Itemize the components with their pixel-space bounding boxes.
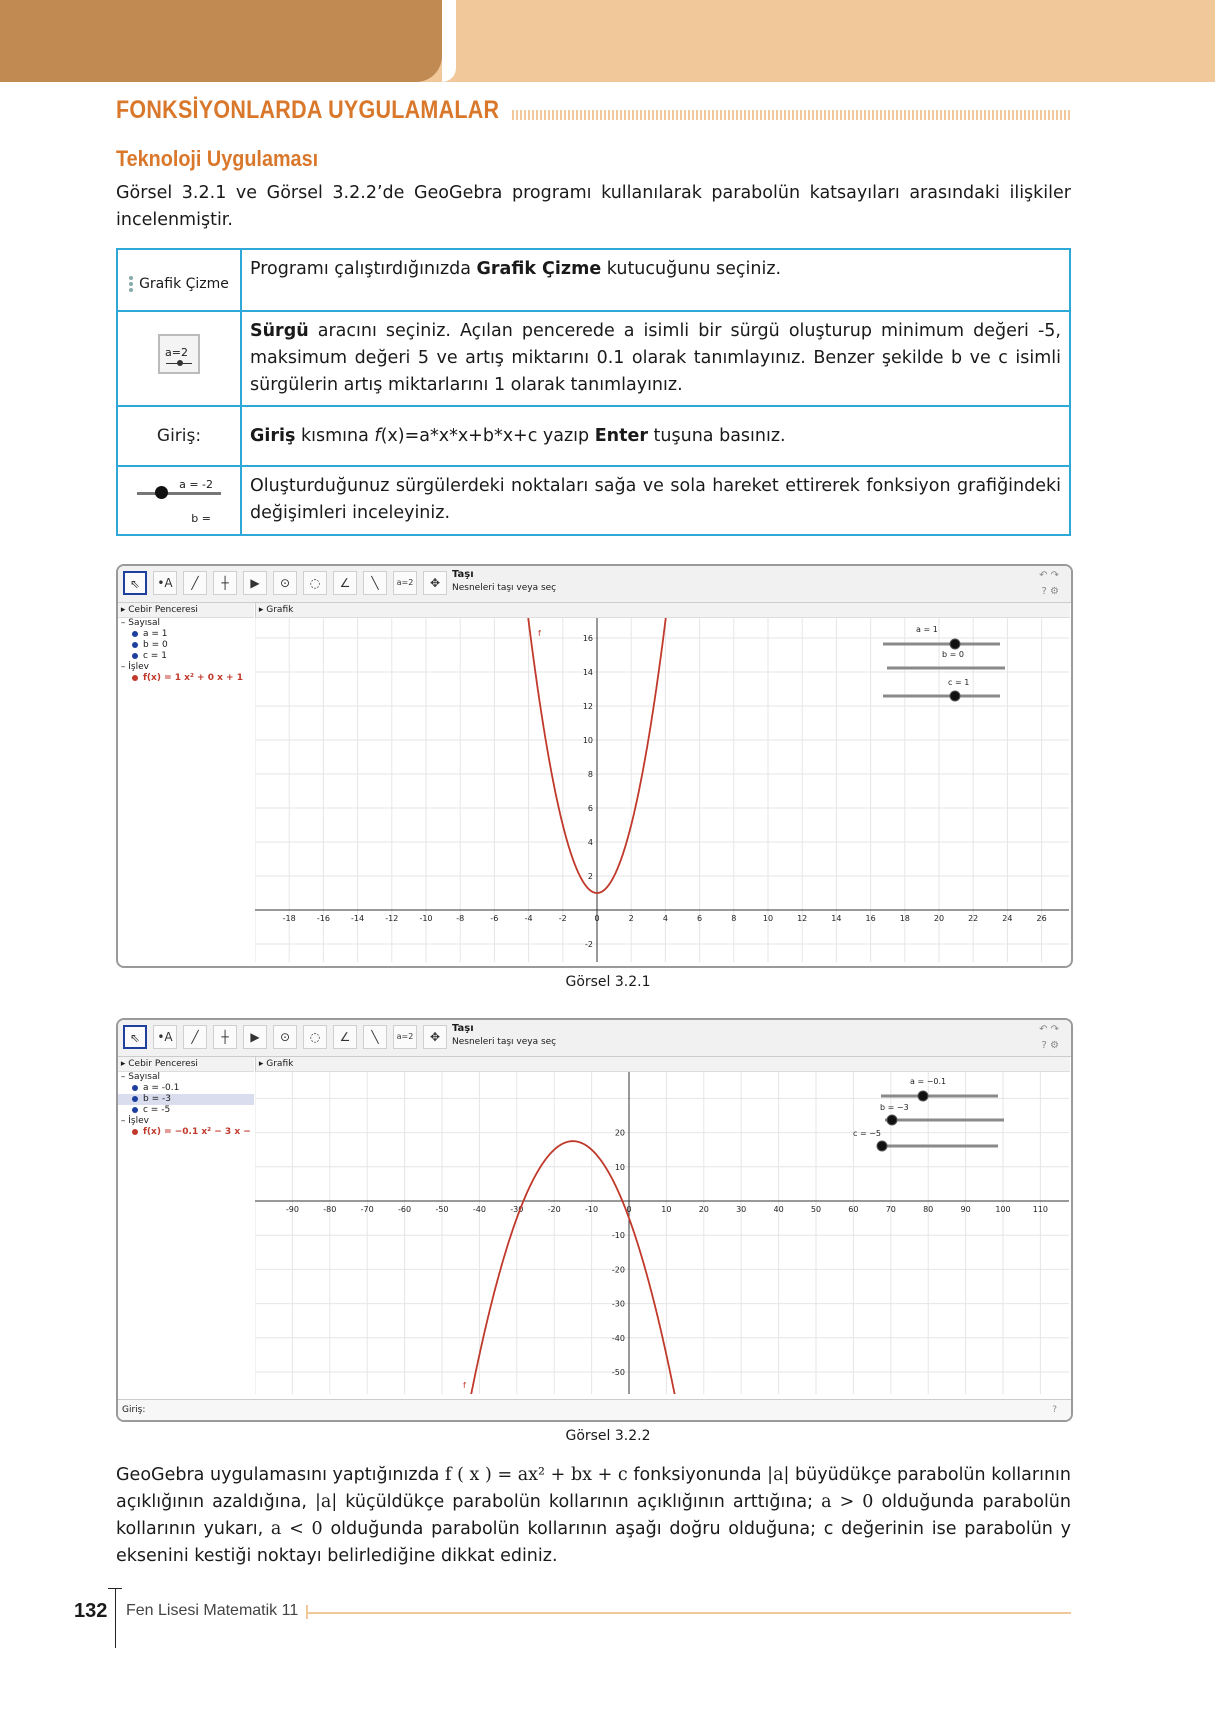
angle-icon[interactable]: ∠	[333, 1025, 357, 1049]
geogebra-toolbar	[118, 566, 1071, 603]
help-icon[interactable]: ?	[1052, 1405, 1057, 1415]
slider-tool-icon: a=2	[158, 334, 200, 374]
y-tick-label: 14	[582, 668, 593, 677]
input-bar-label: Giriş:	[122, 1405, 146, 1415]
y-tick-label: -2	[585, 940, 593, 949]
point-icon[interactable]: •A	[153, 571, 177, 595]
graphics-view-1[interactable]	[255, 618, 1069, 962]
x-tick-label: 22	[968, 914, 979, 923]
book-title: Fen Lisesi Matematik 11	[126, 1602, 299, 1619]
slider-label: b = −3	[880, 1103, 909, 1112]
undo-redo-icon[interactable]: ↶ ↷	[1039, 1024, 1059, 1035]
x-tick-label: 6	[697, 914, 703, 923]
circle-icon[interactable]: ⊙	[273, 571, 297, 595]
x-tick-label: -10	[419, 914, 433, 923]
step-row	[117, 249, 1070, 311]
formula: f ( x ) = ax² + bx + c	[445, 1465, 628, 1485]
graphics-panel-header: ▸ Grafik	[255, 1057, 1070, 1072]
conclusion-paragraph: GeoGebra uygulamasını yaptığınızda f ( x ) = ax² + bx + c fonksiyonunda |a| büyüdükçe parabolün kollarının açıklığının azaldığına, |a| küçüldükçe parabolün kollarının açıklığının arttığına; a > 0 olduğunda parabolün kollarının yukarı, a < 0 olduğunda parabolün kollarının aşağı doğru olduğuna; c değerinin ise parabolün y eksenini kestiği noktayı belirlediğine dikkat ediniz.	[116, 1465, 1071, 1566]
perpendicular-icon[interactable]: ┼	[213, 1025, 237, 1049]
x-tick-label: 60	[848, 1205, 859, 1214]
alg-function[interactable]: f(x) = 1 x² + 0 x + 1	[143, 673, 243, 683]
step-icon-cell	[117, 311, 241, 406]
top-tab-edge	[442, 0, 456, 82]
tool-title: Taşı	[452, 569, 474, 580]
y-tick-label: 20	[614, 1128, 625, 1138]
x-tick-label: -40	[472, 1205, 486, 1214]
x-tick-label: 20	[698, 1205, 709, 1214]
graphics-view-2[interactable]	[255, 1072, 1069, 1394]
algebra-panel-header: ▸ Cebir Penceresi	[118, 603, 254, 618]
point-icon[interactable]: •A	[153, 1025, 177, 1049]
x-tick-label: 100	[995, 1205, 1011, 1214]
move-view-icon[interactable]: ✥	[423, 1025, 447, 1049]
x-tick-label: 0	[626, 1205, 632, 1214]
x-tick-label: -30	[510, 1205, 524, 1214]
settings-icon[interactable]: ? ⚙	[1041, 1040, 1059, 1051]
y-tick-label: -20	[611, 1265, 625, 1275]
x-tick-label: 20	[933, 914, 945, 923]
section-title: FONKSİYONLARDA UYGULAMALAR	[116, 96, 500, 124]
tool-help: Nesneleri taşı veya seç	[452, 1037, 557, 1047]
x-tick-label: 50	[810, 1205, 822, 1214]
x-tick-label: -14	[351, 914, 365, 923]
slider-point	[950, 691, 960, 701]
abs-a: |a|	[767, 1465, 790, 1485]
step-icon-cell	[117, 406, 241, 466]
alg-a-value[interactable]: a = 1	[143, 629, 168, 639]
grafik-cizme-label: Grafik Çizme	[139, 275, 229, 292]
y-tick-label: -50	[611, 1368, 625, 1377]
x-tick-label: 26	[1036, 914, 1047, 923]
x-tick-label: 90	[960, 1205, 971, 1214]
alg-b-value[interactable]: b = 0	[143, 640, 168, 650]
subtitle: Teknoloji Uygulaması	[116, 146, 319, 171]
x-tick-label: -90	[285, 1205, 299, 1214]
geogebra-window-2	[116, 1018, 1073, 1422]
y-tick-label: 12	[582, 702, 593, 711]
alg-b-value[interactable]: b = -3	[143, 1094, 171, 1104]
ellipse-icon[interactable]: ◌	[303, 1025, 327, 1049]
x-tick-label: -2	[558, 914, 567, 923]
slider-point	[918, 1091, 928, 1101]
x-tick-label: 14	[831, 914, 842, 923]
input-bar-icon: Giriş:	[156, 425, 202, 446]
footer-tick	[108, 1588, 122, 1589]
x-tick-label: -80	[323, 1205, 337, 1214]
line-icon[interactable]: ╱	[183, 1025, 207, 1049]
x-tick-label: 24	[1002, 914, 1013, 923]
curve-label: f	[538, 629, 541, 638]
y-tick-label: -10	[611, 1231, 625, 1241]
x-tick-label: -70	[360, 1205, 374, 1214]
step-icon-cell	[117, 466, 241, 535]
slider-point	[950, 639, 960, 649]
x-tick-label: -6	[490, 914, 499, 923]
slider-label: a = 1	[916, 625, 938, 634]
x-tick-label: 12	[797, 914, 808, 923]
alg-c-value[interactable]: c = -5	[143, 1105, 171, 1115]
condition-a-negative: a < 0	[270, 1519, 323, 1539]
intro-paragraph: Görsel 3.2.1 ve Görsel 3.2.2’de GeoGebra programı kullanılarak parabolün katsayıları arasındaki ilişkiler incelenmiştir.	[116, 183, 1071, 230]
slider-label: b = 0	[942, 650, 964, 659]
parabola-curve	[464, 1141, 681, 1394]
page-number: 132	[74, 1600, 108, 1622]
slider-icon[interactable]: a=2	[393, 1025, 417, 1049]
footer-divider	[115, 1588, 116, 1648]
x-tick-label: -16	[316, 914, 330, 923]
slider-point-icon: $\frac{a = -2}{b =}$	[129, 469, 229, 523]
undo-redo-icon[interactable]: ↶ ↷	[1039, 570, 1059, 581]
x-tick-label: 2	[628, 914, 634, 923]
circle-icon[interactable]: ⊙	[273, 1025, 297, 1049]
alg-c-value[interactable]: c = 1	[143, 651, 167, 661]
x-tick-label: -18	[282, 914, 296, 923]
condition-a-positive: a > 0	[821, 1492, 874, 1512]
move-icon[interactable]: ⇖	[123, 571, 147, 595]
tool-title: Taşı	[452, 1023, 474, 1034]
x-tick-label: 4	[662, 914, 668, 923]
angle-icon[interactable]: ∠	[333, 571, 357, 595]
algebra-panel-header: ▸ Cebir Penceresi	[118, 1057, 254, 1072]
top-tab	[0, 0, 442, 82]
x-tick-label: -50	[435, 1205, 449, 1214]
y-tick-label: 16	[582, 634, 593, 643]
x-tick-label: 30	[736, 1205, 747, 1214]
footer-rule	[306, 1612, 1071, 1614]
move-icon[interactable]: ⇖	[123, 1025, 147, 1049]
x-tick-label: -20	[547, 1205, 561, 1214]
y-tick-label: 4	[587, 838, 593, 847]
abs-a: |a|	[314, 1492, 338, 1512]
polygon-icon[interactable]: ▶	[243, 571, 267, 595]
slider-point	[887, 1115, 897, 1125]
ellipse-icon[interactable]: ◌	[303, 571, 327, 595]
y-tick-label: 10	[582, 736, 593, 745]
tool-help: Nesneleri taşı veya seç	[452, 583, 557, 593]
step-text: Programı çalıştırdığınızda Grafik Çizme kutucuğunu seçiniz.	[241, 249, 1070, 311]
x-tick-label: 80	[923, 1205, 934, 1214]
y-tick-label: 8	[587, 770, 593, 779]
x-tick-label: 8	[731, 914, 737, 923]
alg-function[interactable]: f(x) = −0.1 x² − 3 x −	[143, 1127, 251, 1137]
input-bar[interactable]	[118, 1399, 1071, 1420]
steps-table	[116, 248, 1071, 536]
slider-label: c = 1	[948, 678, 970, 687]
step-row	[117, 311, 1070, 406]
step-text: Giriş kısmına f(x)=a*x*x+b*x+c yazıp Enter tuşuna basınız.	[241, 406, 1070, 466]
geogebra-toolbar	[118, 1020, 1071, 1057]
algebra-view: – Sayısal a = 1 b = 0 c = 1 – İşlev f(x) = 1 x² + 0 x + 1	[118, 618, 254, 684]
x-tick-label: 110	[1032, 1205, 1049, 1214]
x-tick-label: 40	[773, 1205, 784, 1214]
graphics-panel-header: ▸ Grafik	[255, 603, 1070, 618]
slider-label: c = −5	[853, 1129, 881, 1138]
step-text: Oluşturduğunuz sürgülerdeki noktaları sağa ve sola hareket ettirerek fonksiyon grafiğindeki değişimleri inceleyiniz.	[241, 466, 1070, 535]
x-tick-label: 10	[661, 1205, 672, 1214]
step-icon-cell	[117, 249, 241, 311]
curve-label: f	[463, 1381, 466, 1390]
x-tick-label: -12	[385, 914, 399, 923]
y-tick-label: 10	[614, 1162, 625, 1172]
x-tick-label: 18	[899, 914, 910, 923]
move-view-icon[interactable]: ✥	[423, 571, 447, 595]
x-tick-label: 0	[594, 914, 600, 923]
section-rule	[512, 110, 1072, 120]
reflect-icon[interactable]: ╲	[363, 571, 387, 595]
y-tick-label: -40	[611, 1333, 625, 1343]
slider-label: a = −0.1	[910, 1077, 947, 1086]
line-icon[interactable]: ╱	[183, 571, 207, 595]
algebra-view: – Sayısal a = -0.1 b = -3 c = -5 – İşlev f(x) = −0.1 x² − 3 x −	[118, 1072, 254, 1138]
geogebra-window-1	[116, 564, 1073, 968]
x-tick-label: -4	[524, 914, 533, 923]
x-tick-label: 16	[865, 914, 876, 923]
step-row	[117, 466, 1070, 535]
y-tick-label: 2	[587, 872, 593, 881]
grafik-cizme-icon	[129, 271, 229, 298]
step-row	[117, 406, 1070, 466]
step-text: Sürgü aracını seçiniz. Açılan pencerede a isimli bir sürgü oluşturup minimum değeri -5, maksimum değeri 5 ve artış miktarını 0.1 olarak tanımlayınız. Benzer şekilde b ve c isimli sürgülerin artış miktarlarını 1 olarak tanımlayınız.	[241, 311, 1070, 406]
caption-2: Görsel 3.2.2	[565, 1428, 651, 1444]
x-tick-label: 10	[762, 914, 774, 923]
y-tick-label: -30	[611, 1299, 625, 1309]
x-tick-label: 70	[885, 1205, 896, 1214]
x-tick-label: -10	[585, 1205, 599, 1214]
perpendicular-icon[interactable]: ┼	[213, 571, 237, 595]
polygon-icon[interactable]: ▶	[243, 1025, 267, 1049]
settings-icon[interactable]: ? ⚙	[1041, 586, 1059, 597]
caption-1: Görsel 3.2.1	[565, 974, 651, 990]
slider-icon[interactable]: a=2	[393, 571, 417, 595]
slider-point	[877, 1141, 887, 1151]
y-tick-label: 6	[587, 804, 593, 813]
x-tick-label: -60	[398, 1205, 412, 1214]
x-tick-label: -8	[456, 914, 465, 923]
alg-a-value[interactable]: a = -0.1	[143, 1083, 180, 1093]
reflect-icon[interactable]: ╲	[363, 1025, 387, 1049]
